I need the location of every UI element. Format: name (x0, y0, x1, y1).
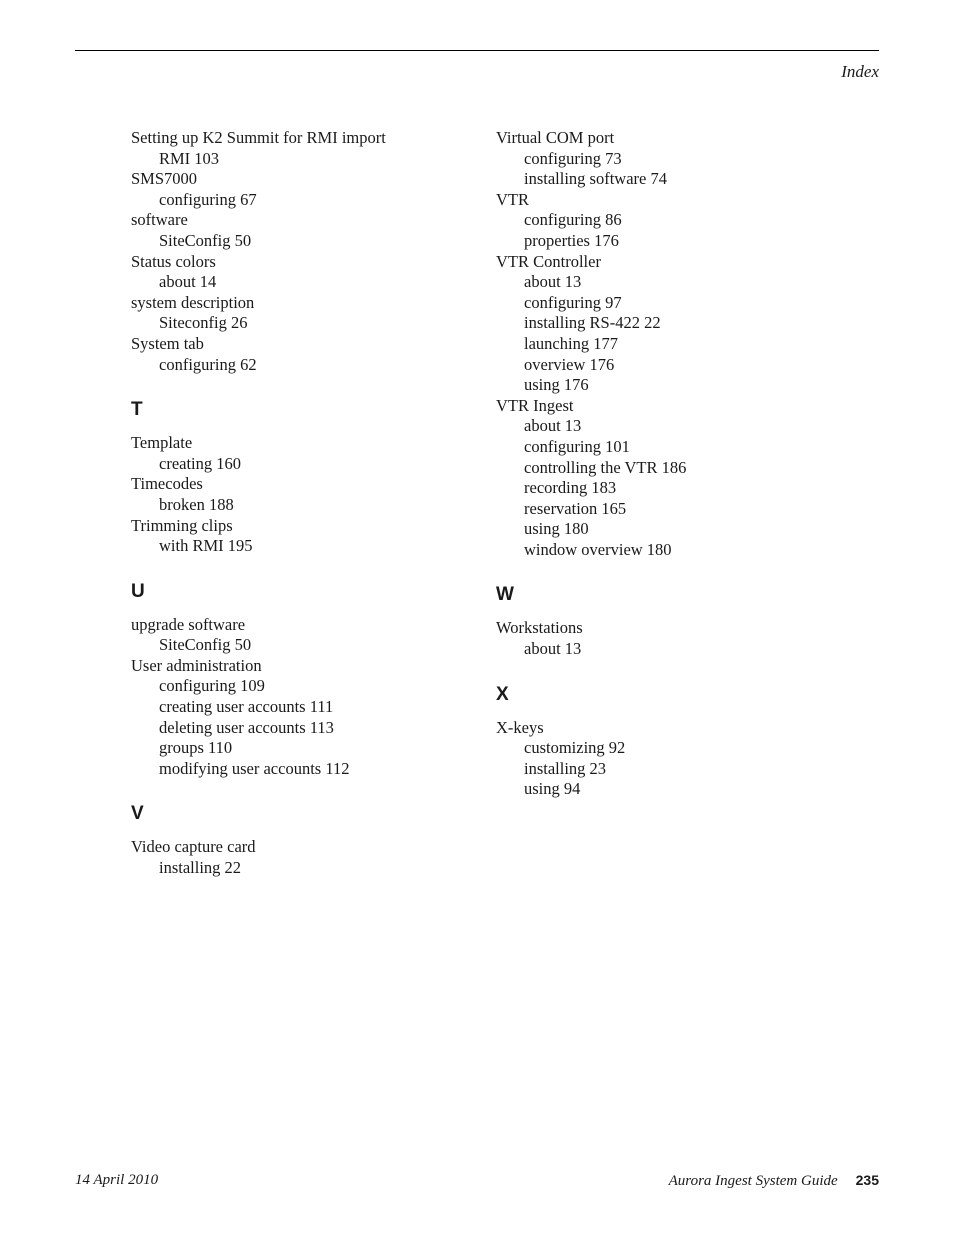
page-number: 235 (855, 1172, 879, 1188)
index-term: Timecodes (131, 474, 203, 494)
running-header: Index (841, 62, 879, 81)
index-subentry: Siteconfig 26 (159, 313, 248, 333)
index-entry (496, 190, 856, 252)
index-entry (496, 252, 856, 396)
index-group (131, 128, 461, 375)
index-term: Virtual COM port (496, 128, 615, 147)
index-term: Video capture card (131, 837, 256, 857)
index-entry (131, 334, 461, 375)
index-subentry: RMI 103 (159, 148, 220, 168)
index-entry (131, 210, 461, 251)
index-subentry: launching 177 (524, 333, 618, 353)
index-subentry: creating user accounts 111 (159, 697, 334, 717)
index-entry (131, 615, 461, 656)
section-letter-u: U (131, 580, 145, 602)
index-entry (131, 293, 461, 334)
index-subentry: installing RS-422 22 (524, 313, 661, 333)
index-subentry: SiteConfig 50 (159, 230, 252, 250)
index-subentry: SiteConfig 50 (159, 635, 252, 655)
index-subentry: groups 110 (159, 738, 233, 758)
index-subentry: customizing 92 (524, 738, 626, 758)
section-letter-x: X (496, 683, 509, 705)
index-subentry: configuring 109 (159, 676, 265, 696)
index-term: VTR Ingest (496, 395, 574, 415)
index-term: SMS7000 (131, 169, 198, 189)
index-subentry: configuring 62 (159, 354, 257, 374)
index-subentry: configuring 97 (524, 292, 622, 312)
index-entry (496, 618, 856, 659)
index-subentry: recording 183 (524, 478, 617, 498)
index-entry (131, 474, 461, 515)
index-entry (131, 516, 461, 557)
index-entry (131, 433, 461, 474)
index-entry (496, 128, 856, 190)
index-subentry: reservation 165 (524, 498, 627, 518)
index-column-right (496, 128, 856, 800)
header-rule (75, 50, 879, 51)
index-term: system description (131, 292, 255, 312)
index-subentry: configuring 67 (159, 189, 257, 209)
index-term: Workstations (496, 618, 583, 638)
index-subentry: with RMI 195 (159, 536, 253, 556)
index-term: System tab (131, 333, 204, 353)
index-subentry: deleting user accounts 113 (159, 717, 334, 737)
index-subentry: controlling the VTR 186 (524, 457, 687, 477)
index-subentry: using 94 (524, 779, 581, 799)
index-term: VTR (496, 189, 529, 209)
index-group (131, 837, 461, 878)
index-subentry: properties 176 (524, 230, 619, 250)
index-subentry: modifying user accounts 112 (159, 758, 350, 778)
index-group (496, 718, 856, 800)
index-group (131, 433, 461, 557)
index-entry (131, 128, 461, 169)
index-term: Setting up K2 Summit for RMI import (131, 128, 386, 147)
index-entry (496, 396, 856, 561)
index-term: software (131, 210, 188, 230)
index-subentry: about 14 (159, 272, 217, 292)
index-term: upgrade software (131, 614, 246, 634)
index-term: User administration (131, 655, 262, 675)
section-letter-w: W (496, 584, 514, 606)
index-group (496, 618, 856, 659)
index-entry (496, 718, 856, 800)
footer-guide-title: Aurora Ingest System Guide (668, 1173, 838, 1189)
index-entry (131, 252, 461, 293)
index-entry (131, 837, 461, 878)
index-term: Trimming clips (131, 515, 233, 535)
index-subentry: configuring 73 (524, 148, 622, 168)
index-subentry: about 13 (524, 416, 582, 436)
index-term: X-keys (496, 717, 544, 737)
index-subentry: using 180 (524, 519, 589, 539)
section-letter-t: T (131, 399, 143, 421)
index-subentry: installing software 74 (524, 169, 667, 189)
index-subentry: about 13 (524, 272, 582, 292)
index-subentry: using 176 (524, 375, 589, 395)
index-subentry: configuring 101 (524, 436, 630, 456)
index-term: Status colors (131, 251, 216, 271)
footer-date: 14 April 2010 (75, 1172, 159, 1188)
index-column-left (131, 128, 461, 879)
index-entry (131, 656, 461, 780)
index-term: VTR Controller (496, 251, 601, 271)
index-subentry: installing 22 (159, 858, 242, 878)
index-group (131, 615, 461, 780)
index-group (496, 128, 856, 560)
index-subentry: installing 23 (524, 758, 607, 778)
section-letter-v: V (131, 803, 144, 825)
index-subentry: broken 188 (159, 494, 234, 514)
index-subentry: overview 176 (524, 354, 615, 374)
index-subentry: creating 160 (159, 453, 242, 473)
footer-right (669, 1172, 879, 1190)
index-subentry: about 13 (524, 639, 582, 659)
index-subentry: configuring 86 (524, 210, 622, 230)
index-term: Template (131, 433, 193, 453)
index-entry (131, 169, 461, 210)
index-subentry: window overview 180 (524, 539, 672, 559)
